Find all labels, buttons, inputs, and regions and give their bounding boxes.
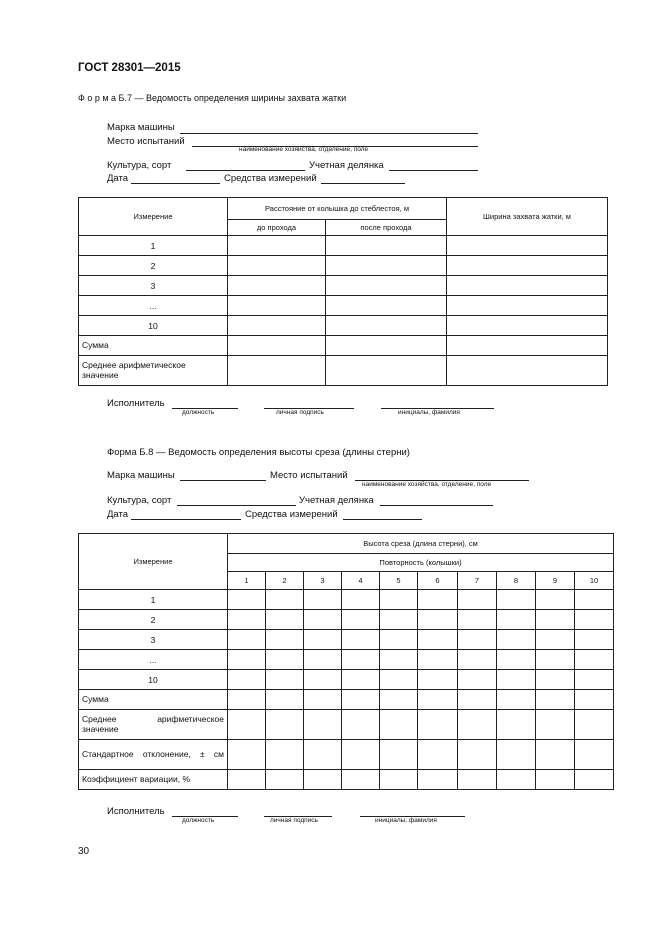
b8-cell[interactable] (497, 590, 536, 610)
b8-cell[interactable] (228, 710, 266, 740)
b8-date-line[interactable] (131, 519, 241, 520)
b8-cell[interactable] (536, 690, 575, 710)
b8-repeat-number: 9 (536, 572, 575, 590)
b7-signature-caption: личная подпись (276, 409, 324, 416)
b8-cell[interactable] (418, 630, 458, 650)
b8-cell[interactable] (575, 690, 614, 710)
b7-cell[interactable] (447, 296, 608, 316)
b7-cell[interactable] (228, 256, 326, 276)
b7-cell[interactable] (228, 296, 326, 316)
b8-cell[interactable] (342, 710, 380, 740)
b7-crop-line[interactable] (186, 170, 305, 171)
b8-machine-label: Марка машины (107, 470, 175, 481)
b8-cell[interactable] (380, 670, 418, 690)
b8-cell[interactable] (304, 610, 342, 630)
document-header: ГОСТ 28301—2015 (78, 62, 181, 74)
b8-cell[interactable] (380, 690, 418, 710)
b8-col-measure: Измерение (79, 534, 228, 590)
b8-row-label: ... (79, 650, 228, 670)
b8-cell[interactable] (497, 690, 536, 710)
b8-cell[interactable] (228, 630, 266, 650)
b8-cell[interactable] (266, 740, 304, 770)
b8-repeat-number: 1 (228, 572, 266, 590)
b8-cell[interactable] (228, 610, 266, 630)
b8-cell[interactable] (536, 740, 575, 770)
b8-cell[interactable] (228, 650, 266, 670)
b7-row-label: 2 (79, 256, 228, 276)
b8-cell[interactable] (497, 770, 536, 790)
b8-cell[interactable] (418, 670, 458, 690)
b7-cell[interactable] (326, 236, 447, 256)
b7-row-label: 1 (79, 236, 228, 256)
form-b8-title: Форма Б.8 — Ведомость определения высоты среза (длины стерни) (107, 447, 410, 458)
b7-row-label: 10 (79, 316, 228, 336)
b8-cell[interactable] (458, 690, 497, 710)
b8-row-label: 3 (79, 630, 228, 650)
b8-cell[interactable] (418, 770, 458, 790)
b7-cell[interactable] (326, 316, 447, 336)
b8-mean-label: Среднее арифметическое значение (79, 710, 228, 740)
b8-cell[interactable] (497, 650, 536, 670)
b8-test-place-label: Место испытаний (270, 470, 348, 481)
b8-signature-caption: личная подпись (270, 817, 318, 824)
b8-cell[interactable] (380, 740, 418, 770)
b8-repeat-number: 4 (342, 572, 380, 590)
b8-cell[interactable] (418, 650, 458, 670)
b8-cell[interactable] (536, 630, 575, 650)
b8-cell[interactable] (342, 590, 380, 610)
b8-table-row (79, 740, 614, 770)
b8-table-row (79, 630, 614, 650)
b7-sum-label: Сумма (79, 336, 228, 356)
b8-cell[interactable] (575, 710, 614, 740)
b8-cell[interactable] (458, 710, 497, 740)
b7-plot-label: Учетная делянка (309, 160, 384, 171)
b8-table-row (79, 590, 614, 610)
b8-cell[interactable] (536, 710, 575, 740)
b8-cell[interactable] (228, 740, 266, 770)
b8-cell[interactable] (342, 740, 380, 770)
b8-repeat-number: 5 (380, 572, 418, 590)
b7-cell[interactable] (326, 276, 447, 296)
b7-cell[interactable] (447, 316, 608, 336)
b8-cell[interactable] (458, 590, 497, 610)
b8-table-row (79, 710, 614, 740)
b8-repeat-number: 8 (497, 572, 536, 590)
b8-cell[interactable] (497, 670, 536, 690)
b8-cell[interactable] (497, 710, 536, 740)
b8-cell[interactable] (304, 740, 342, 770)
b8-plot-label: Учетная делянка (299, 495, 374, 506)
b8-cell[interactable] (575, 610, 614, 630)
b8-cell[interactable] (458, 610, 497, 630)
b8-col-height: Высота среза (длина стерни), см (228, 534, 614, 554)
b8-cell[interactable] (418, 590, 458, 610)
b7-col-measure: Измерение (79, 198, 228, 236)
b8-cell[interactable] (536, 610, 575, 630)
b8-cell[interactable] (418, 710, 458, 740)
b8-cv-label: Коэффициент вариации, % (79, 770, 228, 790)
b8-cell[interactable] (497, 740, 536, 770)
b8-cell[interactable] (228, 670, 266, 690)
b8-cell[interactable] (266, 770, 304, 790)
b8-cell[interactable] (342, 670, 380, 690)
b8-instruments-label: Средства измерений (245, 509, 338, 520)
b7-executor-label: Исполнитель (107, 398, 165, 409)
b8-cell[interactable] (418, 740, 458, 770)
b8-cell[interactable] (575, 670, 614, 690)
b7-cell[interactable] (447, 276, 608, 296)
b7-row-label: 3 (79, 276, 228, 296)
b8-cell[interactable] (575, 630, 614, 650)
b8-cell[interactable] (458, 770, 497, 790)
b8-table-row (79, 690, 614, 710)
b7-position-caption: должность (182, 409, 215, 416)
b7-col-distance: Расстояние от колышка до стеблестоя, м (228, 198, 447, 220)
b8-cell[interactable] (342, 650, 380, 670)
b8-cell[interactable] (266, 670, 304, 690)
b7-date-line[interactable] (131, 183, 220, 184)
b7-cell[interactable] (228, 316, 326, 336)
b7-date-label: Дата (107, 173, 129, 184)
b8-cell[interactable] (228, 590, 266, 610)
b8-initials-caption: инициалы, фамилия (375, 817, 437, 824)
b8-cell[interactable] (380, 590, 418, 610)
b7-crop-label: Культура, сорт (107, 160, 172, 171)
b8-repeat-number: 3 (304, 572, 342, 590)
b8-executor-label: Исполнитель (107, 806, 165, 817)
b8-cell[interactable] (228, 770, 266, 790)
b7-cell[interactable] (326, 356, 447, 386)
b8-cell[interactable] (536, 770, 575, 790)
b7-row-label: ... (79, 296, 228, 316)
b8-col-repeat: Повторность (колышки) (228, 554, 614, 572)
b7-cell[interactable] (447, 336, 608, 356)
b8-cell[interactable] (380, 770, 418, 790)
b8-cell[interactable] (304, 590, 342, 610)
b8-cell[interactable] (575, 740, 614, 770)
b8-cell[interactable] (304, 770, 342, 790)
b8-cell[interactable] (266, 610, 304, 630)
page-number: 30 (78, 846, 90, 857)
b8-repeat-number: 7 (458, 572, 497, 590)
b8-cell[interactable] (304, 650, 342, 670)
b8-table-row (79, 770, 614, 790)
b7-test-place-label: Место испытаний (107, 136, 185, 147)
b8-cell[interactable] (536, 590, 575, 610)
b7-cell[interactable] (447, 256, 608, 276)
b8-table (78, 533, 614, 790)
b8-cell[interactable] (228, 690, 266, 710)
b8-cell[interactable] (497, 630, 536, 650)
b8-cell[interactable] (536, 650, 575, 670)
b8-crop-line[interactable] (177, 505, 296, 506)
b8-row-label: 10 (79, 670, 228, 690)
b7-col-before: до прохода (228, 220, 326, 236)
b7-table (78, 197, 608, 386)
b8-cell[interactable] (342, 610, 380, 630)
b8-instruments-line[interactable] (343, 519, 422, 520)
b8-cell[interactable] (304, 630, 342, 650)
b7-test-place-caption: наименование хозяйства, отделение, поле (239, 146, 369, 153)
b8-row-label: 1 (79, 590, 228, 610)
b8-cell[interactable] (380, 710, 418, 740)
b7-cell[interactable] (326, 296, 447, 316)
b8-table-row (79, 610, 614, 630)
b8-cell[interactable] (536, 670, 575, 690)
b8-cell[interactable] (497, 610, 536, 630)
b7-instruments-line[interactable] (321, 183, 405, 184)
b7-machine-line[interactable] (180, 133, 478, 134)
b8-cell[interactable] (575, 650, 614, 670)
b8-cell[interactable] (342, 770, 380, 790)
b7-cell[interactable] (447, 356, 608, 386)
b8-repeat-number: 6 (418, 572, 458, 590)
b8-cell[interactable] (266, 650, 304, 670)
b8-std-label: Стандартное отклонение, ± см (79, 740, 228, 770)
b8-cell[interactable] (304, 690, 342, 710)
b7-cell[interactable] (326, 336, 447, 356)
b8-cell[interactable] (266, 710, 304, 740)
b8-cell[interactable] (304, 670, 342, 690)
b8-cell[interactable] (304, 710, 342, 740)
b8-cell[interactable] (458, 630, 497, 650)
b7-col-width: Ширина захвата жатки, м (447, 198, 608, 236)
b8-cell[interactable] (266, 630, 304, 650)
b8-cell[interactable] (575, 770, 614, 790)
b7-mean-label: Среднее арифметическое значение (79, 356, 228, 386)
b8-cell[interactable] (266, 590, 304, 610)
b7-plot-line[interactable] (389, 170, 478, 171)
b7-machine-label: Марка машины (107, 122, 175, 133)
b8-cell[interactable] (266, 690, 304, 710)
b7-cell[interactable] (228, 336, 326, 356)
b8-cell[interactable] (418, 610, 458, 630)
b8-cell[interactable] (458, 670, 497, 690)
b8-cell[interactable] (342, 630, 380, 650)
b7-initials-caption: инициалы, фамилия (398, 409, 460, 416)
b8-cell[interactable] (380, 650, 418, 670)
b7-cell[interactable] (228, 356, 326, 386)
b8-cell[interactable] (380, 630, 418, 650)
b8-test-place-caption: наименование хозяйства, отделение, поле (362, 481, 492, 488)
form-b7-title: Ф о р м а Б.7 — Ведомость определения ширины захвата жатки (78, 93, 347, 103)
b8-cell[interactable] (418, 690, 458, 710)
b8-cell[interactable] (380, 610, 418, 630)
b8-cell[interactable] (575, 590, 614, 610)
b8-machine-line[interactable] (180, 480, 266, 481)
b7-instruments-label: Средства измерений (224, 173, 317, 184)
b8-table-row (79, 670, 614, 690)
b7-cell[interactable] (326, 256, 447, 276)
b8-row-label: 2 (79, 610, 228, 630)
b8-repeat-number: 2 (266, 572, 304, 590)
b8-repeat-number: 10 (575, 572, 614, 590)
b8-sum-label: Сумма (79, 690, 228, 710)
b7-cell[interactable] (228, 276, 326, 296)
b7-cell[interactable] (228, 236, 326, 256)
b8-cell[interactable] (458, 650, 497, 670)
b7-col-after: после прохода (326, 220, 447, 236)
b7-cell[interactable] (447, 236, 608, 256)
b8-date-label: Дата (107, 509, 129, 520)
b8-cell[interactable] (458, 740, 497, 770)
b8-plot-line[interactable] (380, 505, 493, 506)
b8-cell[interactable] (342, 690, 380, 710)
b8-crop-label: Культура, сорт (107, 495, 172, 506)
b8-position-caption: должность (182, 817, 215, 824)
b8-table-row (79, 650, 614, 670)
